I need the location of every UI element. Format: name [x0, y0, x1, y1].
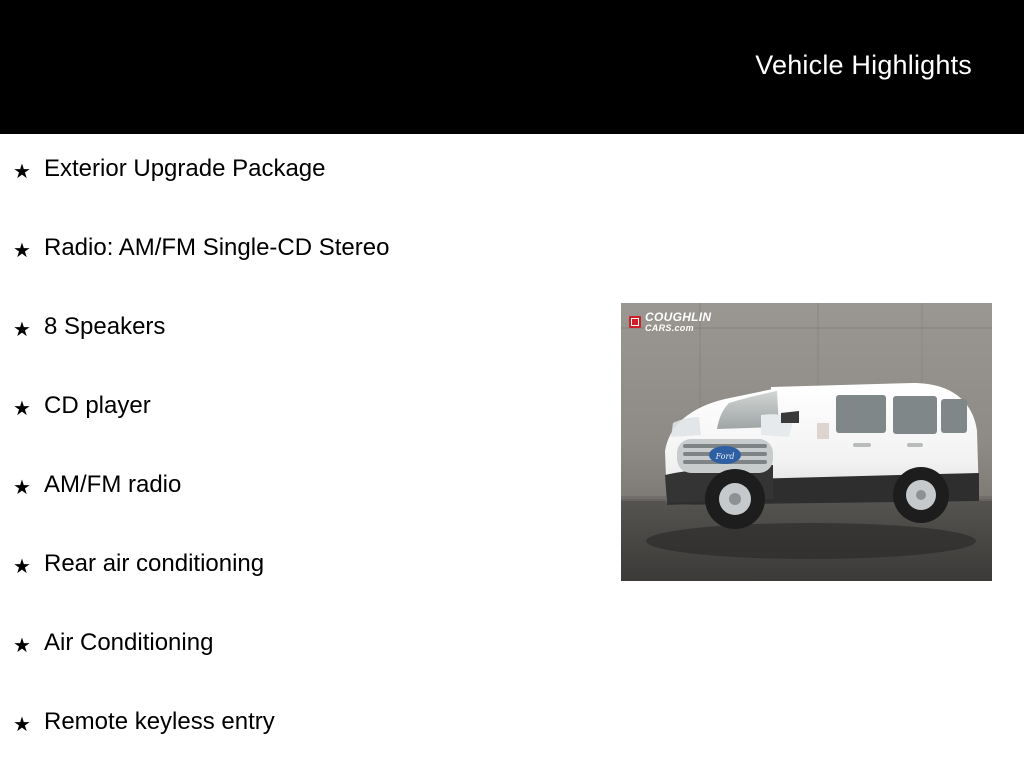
list-item — [0, 231, 600, 310]
list-item — [0, 310, 600, 389]
dealer-watermark-text — [645, 311, 711, 333]
highlight-label: AM/FM radio — [44, 471, 182, 498]
dealer-watermark — [629, 311, 711, 333]
list-item — [0, 152, 600, 231]
svg-text:Ford: Ford — [715, 452, 735, 461]
list-item — [0, 468, 600, 547]
vehicle-photo-graphic — [621, 303, 992, 581]
page-title: Vehicle Highlights — [755, 50, 972, 80]
dealer-site: CARS.com — [645, 323, 694, 333]
highlight-label: Rear air conditioning — [44, 550, 265, 577]
star-icon: ★ — [13, 635, 31, 657]
highlight-label: Air Conditioning — [44, 629, 214, 656]
vehicle-photo — [621, 303, 992, 581]
dealer-name: COUGHLIN — [645, 310, 712, 324]
highlight-label: CD player — [44, 392, 151, 419]
page-header — [0, 0, 1024, 134]
list-item — [0, 547, 600, 626]
dealer-logo-icon — [629, 316, 641, 328]
star-icon: ★ — [13, 398, 31, 420]
highlight-label: Radio: AM/FM Single-CD Stereo — [44, 234, 390, 261]
list-item — [0, 389, 600, 468]
highlight-label: Remote keyless entry — [44, 708, 275, 735]
vehicle-highlights-list — [0, 152, 600, 768]
star-icon: ★ — [13, 556, 31, 578]
star-icon: ★ — [13, 161, 31, 183]
list-item — [0, 705, 600, 768]
highlight-label: 8 Speakers — [44, 313, 166, 340]
star-icon: ★ — [13, 319, 31, 341]
star-icon: ★ — [13, 240, 31, 262]
star-icon: ★ — [13, 714, 31, 736]
star-icon: ★ — [13, 477, 31, 499]
highlight-label: Exterior Upgrade Package — [44, 155, 326, 182]
list-item — [0, 626, 600, 705]
